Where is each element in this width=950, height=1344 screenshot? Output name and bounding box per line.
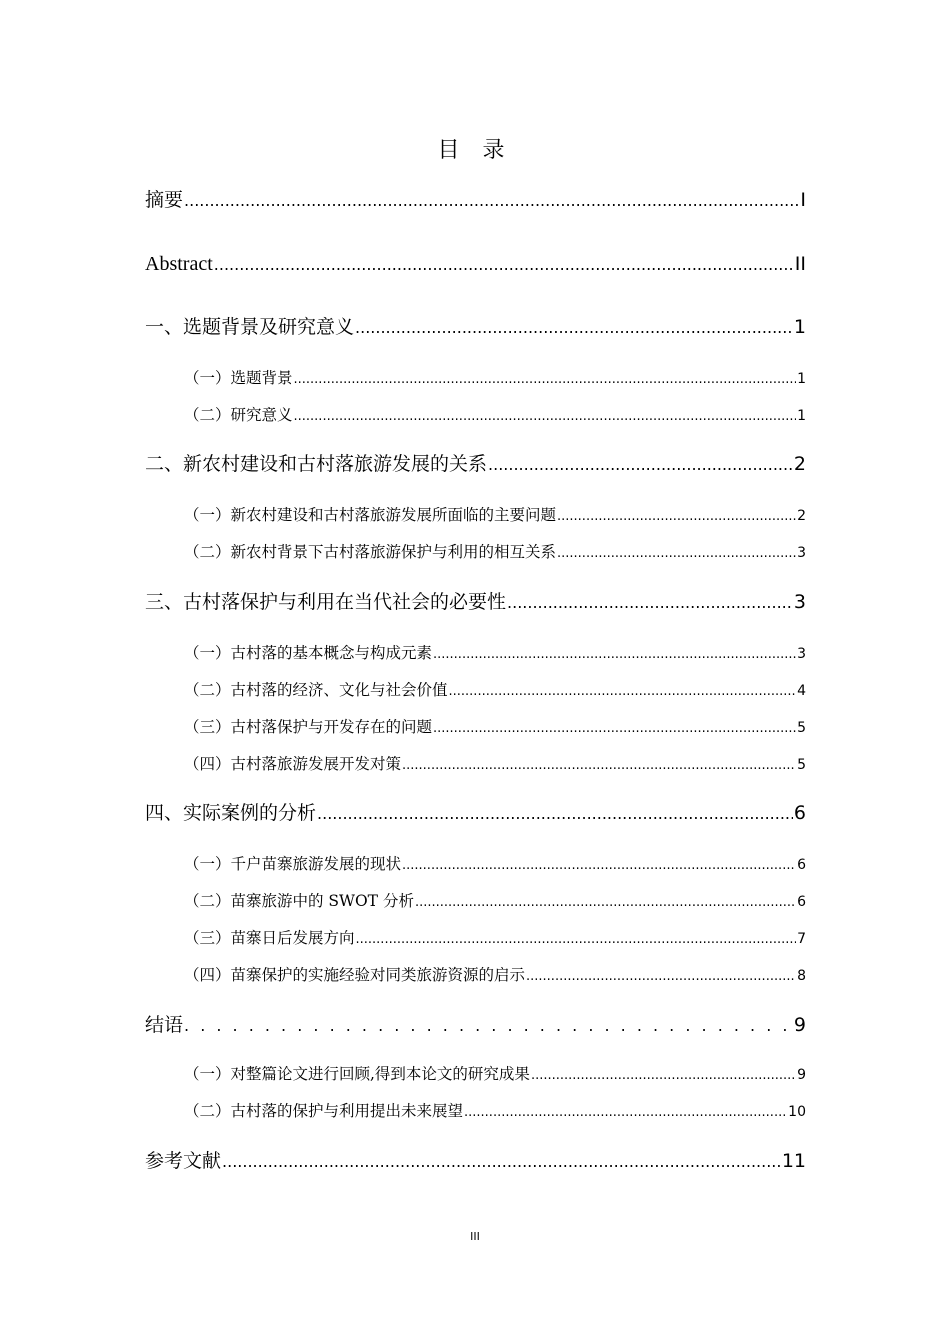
toc-entry-label: 一、选题背景及研究意义: [145, 316, 355, 338]
leader-dots: [433, 718, 796, 740]
leader-dots: [557, 543, 796, 565]
toc-entry-label: （二）研究意义: [184, 406, 293, 424]
toc-entry-page: 3: [797, 545, 806, 561]
toc-entry-label: （二）古村落的保护与利用提出未来展望: [184, 1102, 464, 1120]
leader-dots: [488, 451, 793, 478]
toc-entry-section[interactable]: [184, 890, 806, 914]
leader-dots: [449, 681, 797, 703]
toc-entry-page: II: [794, 253, 806, 275]
toc-entry-label: （四）苗寨保护的实施经验对同类旅游资源的启示: [184, 966, 526, 984]
toc-entry-label: 摘要: [145, 189, 184, 211]
toc-entry-label: 结语: [145, 1014, 184, 1036]
leader-dots: [214, 251, 794, 278]
toc-entry-page: 1: [797, 408, 806, 424]
toc-entry-page: 2: [793, 453, 806, 475]
toc-entry-abstract-cn[interactable]: [145, 187, 806, 214]
leader-dots: [531, 1065, 796, 1087]
toc-entry-page: 3: [797, 646, 806, 662]
leader-dots: [294, 406, 797, 428]
page-number-footer: III: [470, 1230, 480, 1243]
toc-entry-label: （一）新农村建设和古村落旅游发展所面临的主要问题: [184, 506, 557, 524]
leader-dots: [184, 1012, 793, 1039]
toc-entry-chapter-1[interactable]: [145, 314, 806, 341]
toc-entry-section[interactable]: [184, 642, 806, 666]
toc-entry-chapter-3[interactable]: [145, 589, 806, 616]
toc-entry-label: （二）新农村背景下古村落旅游保护与利用的相互关系: [184, 543, 557, 561]
toc-entry-page: 9: [793, 1014, 806, 1036]
toc-entry-label: 参考文献: [145, 1150, 222, 1172]
toc-entry-section[interactable]: [184, 679, 806, 703]
toc-entry-page: 1: [793, 316, 806, 338]
toc-entry-label: 四、实际案例的分析: [145, 802, 317, 824]
toc-entry-section[interactable]: [184, 853, 806, 877]
toc-entry-section[interactable]: [184, 1063, 806, 1087]
leader-dots: [433, 644, 796, 666]
leader-dots: [402, 855, 796, 877]
toc-entry-page: 5: [797, 757, 806, 773]
toc-entry-section[interactable]: [184, 367, 806, 391]
toc-entry-label: 三、古村落保护与利用在当代社会的必要性: [145, 591, 507, 613]
toc-entry-label: （一）千户苗寨旅游发展的现状: [184, 855, 402, 873]
toc-entry-label: （三）苗寨日后发展方向: [184, 929, 355, 947]
toc-entry-page: I: [800, 189, 806, 211]
toc-entry-page: 3: [793, 591, 806, 613]
toc-entry-label: （一）选题背景: [184, 369, 293, 387]
toc-entry-chapter-2[interactable]: [145, 451, 806, 478]
leader-dots: [507, 589, 793, 616]
toc-entry-page: 7: [797, 931, 806, 947]
leader-dots: [222, 1148, 781, 1175]
toc-entry-section[interactable]: [184, 964, 806, 988]
toc-entry-page: 10: [788, 1104, 806, 1120]
toc-entry-label: （二）苗寨旅游中的 SWOT 分析: [184, 892, 414, 910]
toc-entry-conclusion[interactable]: [145, 1012, 806, 1039]
toc-entry-page: 6: [797, 894, 806, 910]
leader-dots: [402, 755, 796, 777]
leader-dots: [294, 369, 797, 391]
toc-entry-label: （一）古村落的基本概念与构成元素: [184, 644, 433, 662]
toc-entry-page: 4: [797, 683, 806, 699]
toc-entry-references[interactable]: [145, 1148, 806, 1175]
leader-dots: [526, 966, 796, 988]
leader-dots: [317, 800, 793, 827]
leader-dots: [415, 892, 796, 914]
toc-entry-page: 6: [793, 802, 806, 824]
toc-entry-page: 8: [797, 968, 806, 984]
toc-entry-label: 二、新农村建设和古村落旅游发展的关系: [145, 453, 488, 475]
toc-entry-section[interactable]: [184, 753, 806, 777]
toc-entry-section[interactable]: [184, 716, 806, 740]
toc-entry-label: Abstract: [145, 253, 213, 275]
leader-dots: [356, 929, 797, 951]
toc-entry-page: 1: [797, 371, 806, 387]
toc-entry-page: 2: [797, 508, 806, 524]
toc-entry-page: 5: [797, 720, 806, 736]
toc-entry-section[interactable]: [184, 927, 806, 951]
toc-entry-page: 6: [797, 857, 806, 873]
toc-entry-section[interactable]: [184, 1100, 806, 1124]
leader-dots: [184, 187, 799, 214]
toc-entry-section[interactable]: [184, 541, 806, 565]
toc-title: 目 录: [437, 138, 513, 163]
toc-entry-page: 11: [781, 1150, 806, 1172]
toc-entry-label: （二）古村落的经济、文化与社会价值: [184, 681, 448, 699]
toc-entry-section[interactable]: [184, 404, 806, 428]
leader-dots: [557, 506, 796, 528]
toc-entry-chapter-4[interactable]: [145, 800, 806, 827]
toc-entry-label: （一）对整篇论文进行回顾,得到本论文的研究成果: [184, 1065, 530, 1083]
toc-entry-label: （四）古村落旅游发展开发对策: [184, 755, 402, 773]
toc-entry-abstract-en[interactable]: [145, 251, 806, 278]
leader-dots: [464, 1102, 787, 1124]
toc-entry-page: 9: [797, 1067, 806, 1083]
toc-entry-section[interactable]: [184, 504, 806, 528]
leader-dots: [355, 314, 793, 341]
toc-entry-label: （三）古村落保护与开发存在的问题: [184, 718, 433, 736]
